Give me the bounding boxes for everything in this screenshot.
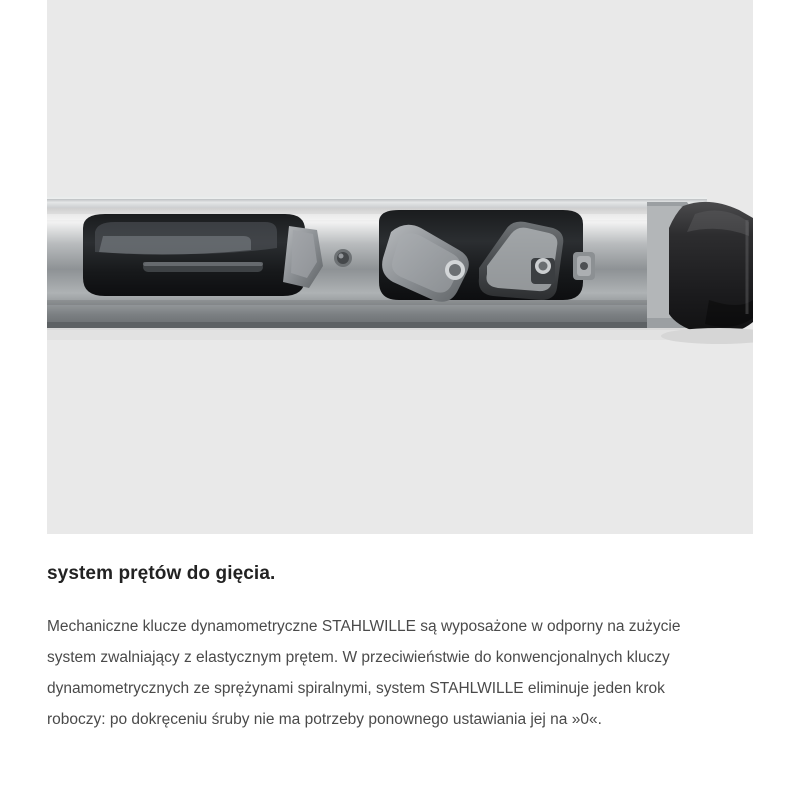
page-title: system prętów do gięcia. — [47, 563, 276, 584]
body-paragraph: Mechaniczne klucze dynamometryczne STAHLWILLE są wyposażone w odporny na zużycie system zwalniający z elastycznym prętem. W przeciwieństwie do konwencjonalnych kluczy dynamometrycznych ze sprężynami spiralnymi, system STAHLWILLE eliminuje jeden krok roboczy: po dokręceniu śruby nie ma potrzeby ponownego ustawiania jej na »0«. — [47, 617, 681, 728]
torque-wrench-illustration — [47, 0, 753, 534]
product-photo — [47, 0, 753, 534]
text-block — [47, 562, 753, 735]
